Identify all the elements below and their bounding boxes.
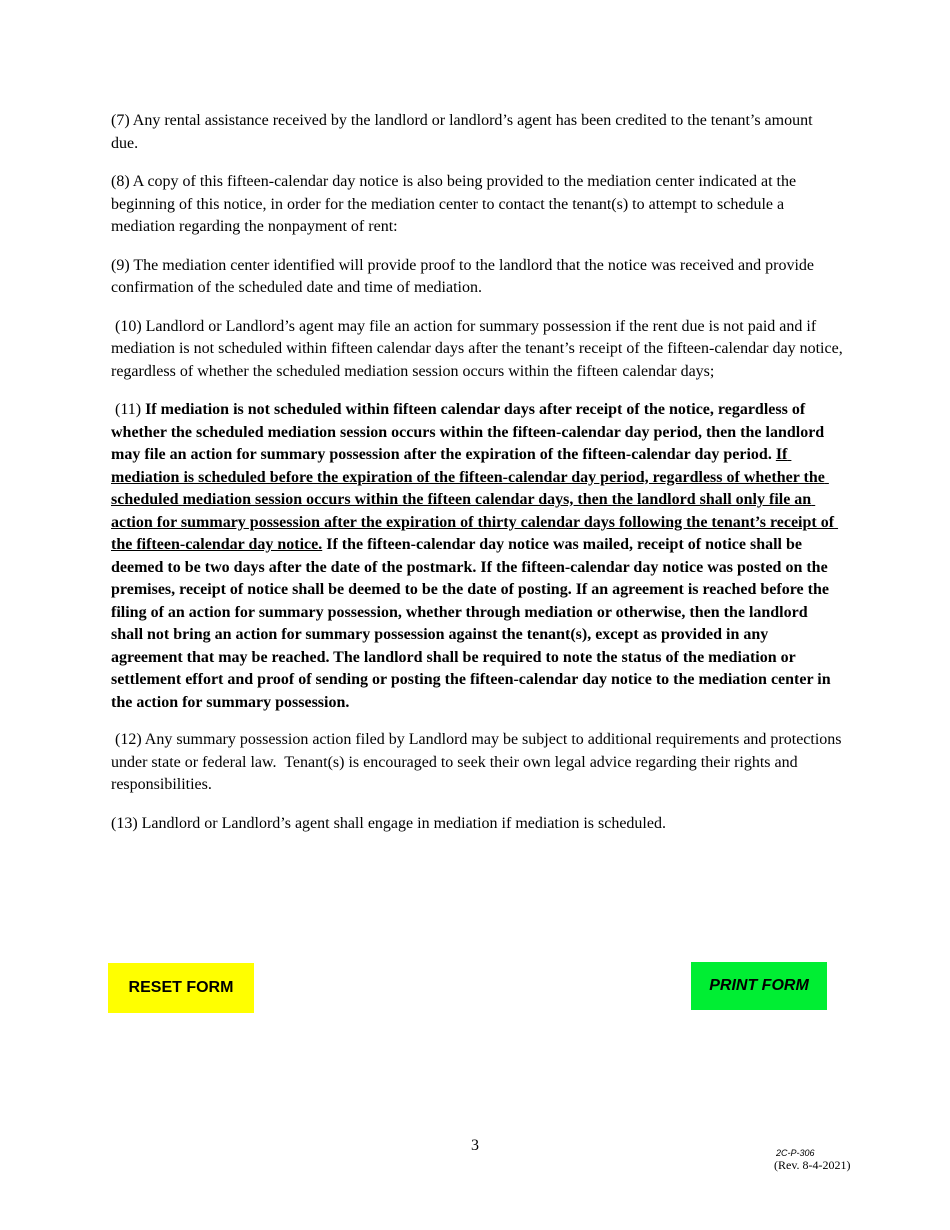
page-number: 3 [471, 1137, 479, 1154]
paragraph-11-bold-a: If mediation is not scheduled within fifteen calendar days after receipt of the notice, regardless of whether the scheduled mediation session occurs within the fifteen-calendar day period, then the landlord may file an action for summary possession after the expiration of the fifteen-calendar day period. [111, 401, 829, 463]
paragraph-10: (10) Landlord or Landlord’s agent may file an action for summary possession if the rent due is not paid and if mediation is not scheduled within fifteen calendar days after the tenant’s receipt of the fifteen-calendar day notice, regardless of whether the scheduled mediation session occurs within the fifteen calendar days; [111, 317, 847, 380]
document-body [111, 110, 847, 851]
paragraph-11-underlined: If mediation is scheduled before the expiration of the fifteen-calendar day period, regardless of whether the scheduled mediation session occurs within the fifteen calendar days, then the landlord shall only file an action for summary possession after the expiration of thirty calendar days following the tenant’s receipt of the fifteen-calendar day notice. [111, 446, 839, 553]
print-form-button[interactable]: PRINT FORM [691, 962, 827, 1010]
paragraph-8: (8) A copy of this fifteen-calendar day notice is also being provided to the mediation center indicated at the beginning of this notice, in order for the mediation center to contact the tenant(s) to attempt to schedule a mediation regarding the nonpayment of rent: [111, 173, 797, 235]
paragraph-13: (13) Landlord or Landlord’s agent shall engage in mediation if mediation is scheduled. [111, 814, 666, 832]
reset-form-button[interactable]: RESET FORM [108, 963, 254, 1013]
paragraph-12: (12) Any summary possession action filed by Landlord may be subject to additional requirements and protections under state or federal law. Tenant(s) is encouraged to seek their own legal advice regarding their rights and responsibilities. [111, 731, 846, 793]
form-revision: (Rev. 8-4-2021) [774, 1158, 851, 1172]
paragraph-9: (9) The mediation center identified will provide proof to the landlord that the notice was received and provide confirmation of the scheduled date and time of mediation. [111, 256, 815, 296]
form-code: 2C-P-306 [776, 1148, 815, 1158]
paragraph-11-bold-b: If the fifteen-calendar day notice was mailed, receipt of notice shall be deemed to be two days after the date of the postmark. If the fifteen-calendar day notice was posted on the premises, receipt of notice shall be deemed to be the date of posting. If an agreement is reached before the filing of an action for summary possession, whether through mediation or otherwise, then the landlord shall not bring an action for summary possession against the tenant(s), except as provided in any agreement that may be reached. The landlord shall be required to note the status of the mediation or settlement effort and proof of sending or posting the fifteen-calendar day notice to the mediation center in the action for summary possession. [111, 536, 835, 711]
paragraph-11-prefix: (11) [111, 401, 146, 418]
paragraph-7: (7) Any rental assistance received by the landlord or landlord’s agent has been credited to the tenant’s amount due. [111, 112, 813, 152]
paragraph-11 [111, 399, 843, 714]
